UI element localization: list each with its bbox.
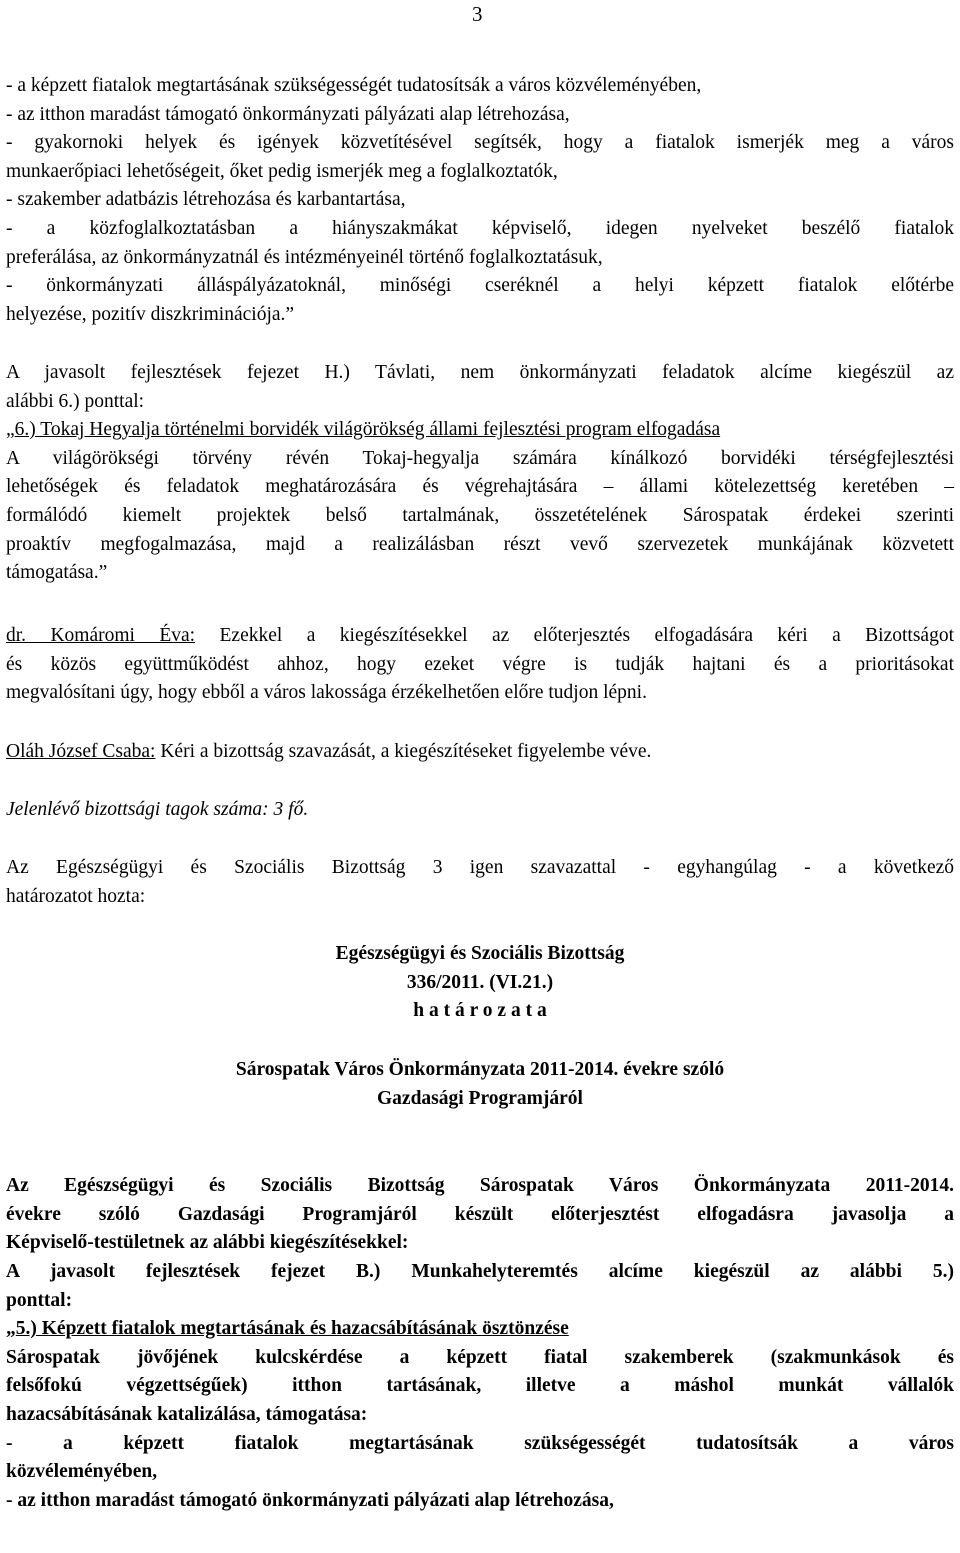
- text-line: ponttal:: [6, 1289, 73, 1311]
- text-line: évekre szóló Gazdasági Programjáról készült előterjesztést elfogadásra javasolja a: [6, 1203, 954, 1225]
- text-line: A világörökségi törvény révén Tokaj-hegyalja számára kínálkozó borvidéki térségfejlesztési: [6, 447, 954, 469]
- text-line: felsőfokú végzettségűek) itthon tartásának, illetve a máshol munkát vállalók: [6, 1375, 954, 1397]
- section-b-addition: [6, 1258, 954, 1515]
- text-line: határozatot hozta:: [6, 885, 146, 907]
- speaker-name: dr. Komáromi Éva:: [6, 625, 196, 646]
- quote-mark: „: [6, 1318, 16, 1340]
- text-line: Sárospatak jövőjének kulcskérdése a képzett fiatal szakemberek (szakmunkások és: [6, 1346, 954, 1368]
- text-line: - a képzett fiatalok megtartásának szükségességét tudatosítsák a város közvéleményében,: [6, 75, 702, 96]
- text-line: Az Egészségügyi és Szociális Bizottság 3 igen szavazattal - egyhangúlag - a következő: [6, 857, 954, 878]
- text-line: [6, 738, 954, 767]
- speaker-name: Oláh József Csaba:: [6, 741, 156, 762]
- text-line: - önkormányzati álláspályázatoknál, minőségi cseréknél a helyi képzett fiatalok előtérbe: [6, 275, 954, 297]
- page-number: 3: [472, 2, 483, 26]
- text-line: közvéleményében,: [6, 1461, 158, 1483]
- speech-text: Kéri a bizottság szavazását, a kiegészítéseket figyelembe véve.: [155, 741, 652, 762]
- resolution-label: h a t á r o z a t a: [413, 1000, 547, 1022]
- text-line: preferálása, az önkormányzatnál és intézményeinél történő foglalkoztatásuk,: [6, 246, 603, 268]
- heading-text: 5.) Képzett fiatalok megtartásának és hazacsábításának ösztönzése: [15, 1318, 569, 1340]
- speaker-paragraph-komaromi: [6, 622, 954, 708]
- subsection-heading-6: [6, 416, 954, 445]
- text-line: - a képzett fiatalok megtartásának szükségességét tudatosítsák a város: [6, 1432, 954, 1454]
- resolution-number: 336/2011. (VI.21.): [406, 971, 554, 993]
- quote-mark: „: [6, 419, 15, 441]
- text-line: Az Egészségügyi és Szociális Bizottság Sárospatak Város Önkormányzata 2011-2014.: [6, 1175, 954, 1196]
- resolution-header: [0, 940, 960, 1026]
- text-line: A javasolt fejlesztések fejezet H.) Távlati, nem önkormányzati feladatok alcíme kiegészül az: [6, 362, 954, 383]
- text-line: lehetőségek és feladatok meghatározására és végrehajtására – állami kötelezettség keretében –: [6, 476, 954, 498]
- resolution-title: [0, 1056, 960, 1113]
- text-line: alábbi 6.) ponttal:: [6, 390, 145, 412]
- text-line: - az itthon maradást támogató önkormányzati pályázati alap létrehozása,: [6, 1489, 614, 1511]
- text-line: helyezése, pozitív diszkriminációja.”: [6, 303, 295, 325]
- text-line: A javasolt fejlesztések fejezet B.) Munkahelyteremtés alcíme kiegészül az alábbi 5.): [6, 1261, 954, 1282]
- text-line: - az itthon maradást támogató önkormányzati pályázati alap létrehozása,: [6, 103, 570, 125]
- text-line: - a közfoglalkoztatásban a hiányszakmákat képviselő, idegen nyelveket beszélő fiatalok: [6, 217, 954, 239]
- text-line: munkaerőpiaci lehetőségeit, őket pedig ismerjék meg a foglalkoztatók,: [6, 160, 558, 182]
- title-line: Sárospatak Város Önkormányzata 2011-2014. évekre szóló: [235, 1059, 725, 1080]
- committee-name: Egészségügyi és Szociális Bizottság: [335, 943, 625, 964]
- text-line: Képviselő-testületnek az alábbi kiegészítésekkel:: [6, 1232, 409, 1254]
- speaker-paragraph-olah: [6, 738, 954, 767]
- speech-text: Ezekkel a kiegészítésekkel az előterjesztés elfogadására kéri a Bizottságot: [195, 625, 954, 646]
- text-line: és közös együttműködést ahhoz, hogy ezeket végre is tudják hajtani és a prioritásokat: [6, 653, 954, 675]
- resolution-body: [6, 1172, 954, 1258]
- subsection-heading-5: [6, 1315, 954, 1344]
- section-h-addition: [6, 359, 954, 588]
- bullet-list-continuation: [6, 72, 954, 329]
- text-line: hazacsábításának katalizálása, támogatása:: [6, 1403, 368, 1425]
- attendance-line: Jelenlévő bizottsági tagok száma: 3 fő.: [6, 799, 309, 820]
- text-line: [6, 622, 954, 651]
- text-line: formálódó kiemelt projektek belső tartalmának, összetételének Sárospatak érdekei szerinti: [6, 504, 954, 526]
- heading-text: 6.) Tokaj Hegyalja történelmi borvidék világörökség állami fejlesztési program elfogadása: [14, 419, 721, 441]
- text-line: megvalósítani úgy, hogy ebből a város lakossága érzékelhetően előre tudjon lépni.: [6, 682, 647, 704]
- title-line: Gazdasági Programjáról: [377, 1087, 583, 1109]
- vote-paragraph: [6, 854, 954, 911]
- text-line: proaktív megfogalmazása, majd a realizálásban részt vevő szervezetek munkájának közvetett: [6, 533, 954, 555]
- text-line: támogatása.”: [6, 562, 108, 584]
- text-line: - szakember adatbázis létrehozása és karbantartása,: [6, 189, 406, 211]
- text-line: - gyakornoki helyek és igények közvetítésével segítsék, hogy a fiatalok ismerjék meg a város: [6, 132, 954, 154]
